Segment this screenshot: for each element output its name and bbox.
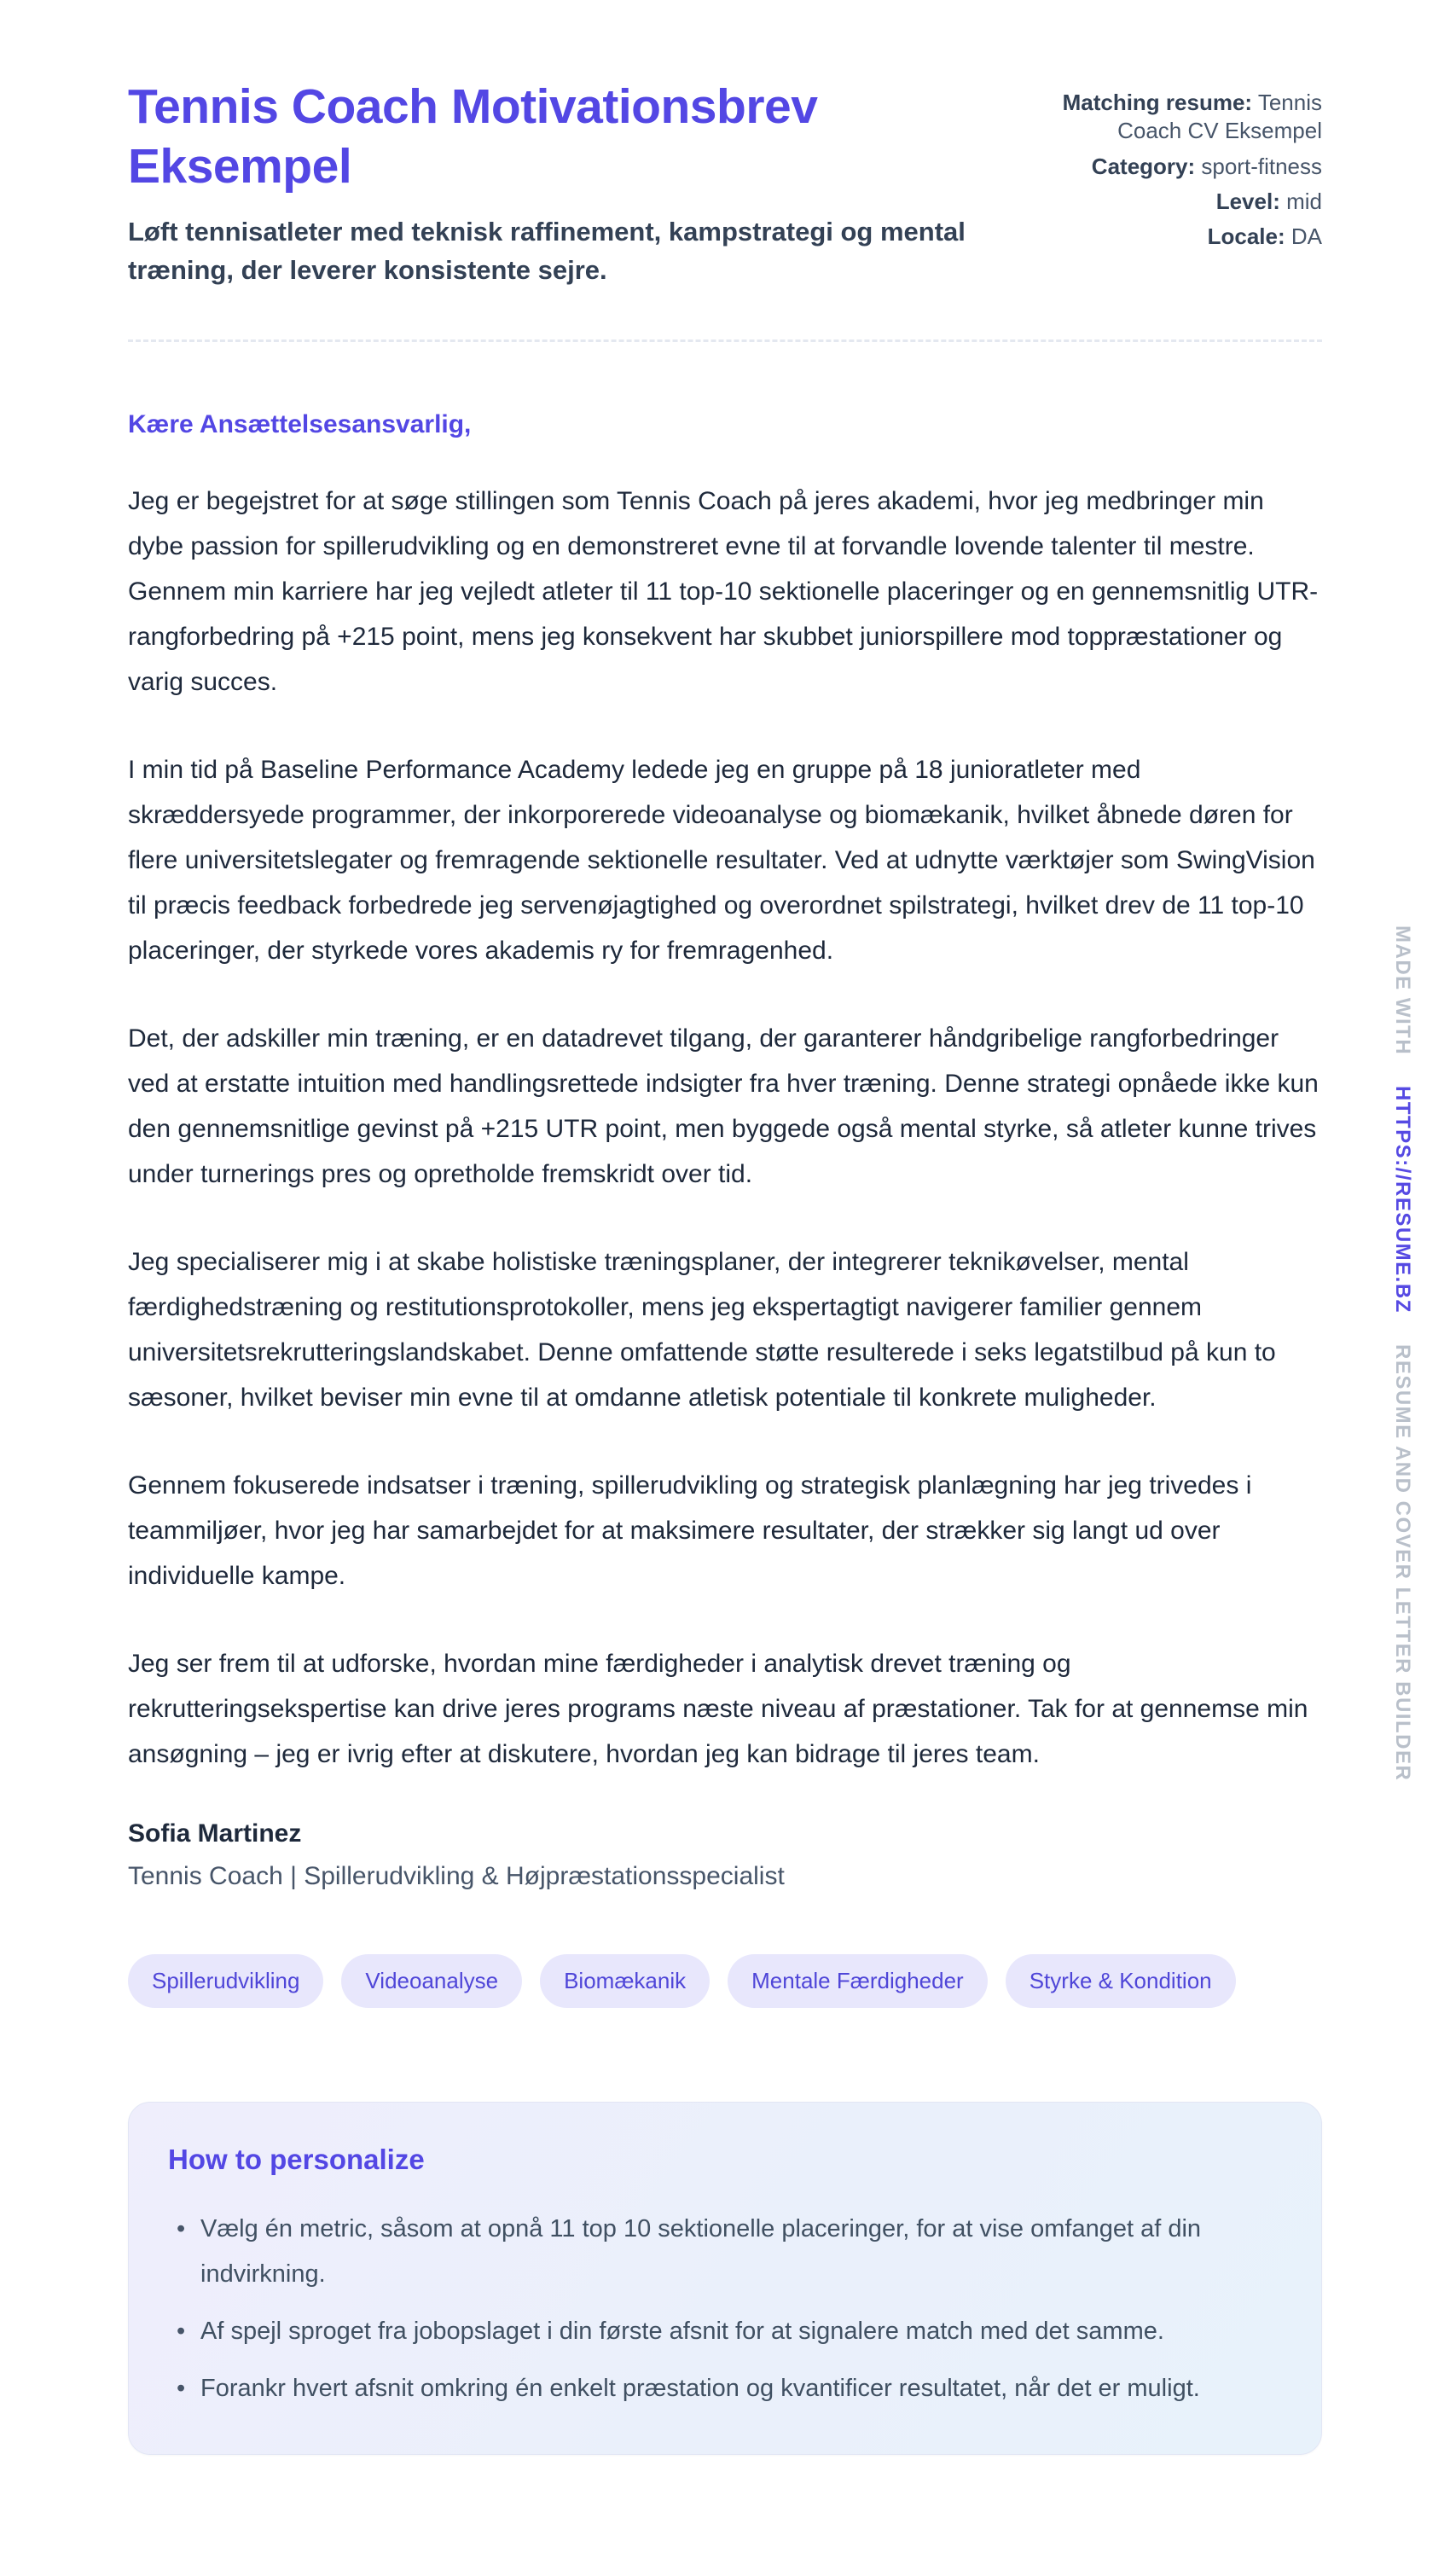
skill-tag: Styrke & Kondition xyxy=(1006,1954,1236,2008)
meta-label: Matching resume: xyxy=(1062,90,1253,115)
letter-paragraph: Det, der adskiller min træning, er en datadrevet tilgang, der garanterer håndgribelige rangforbedringer ved at erstatte intuition med handlingsrettede indsigter fra hver træning. Denne strategi opnåede ikke kun den gennemsnitlige gevinst på +215 UTR point, men byggede også mental styrke, så atleter kunne trives under turnerings pres og opretholde fremskridt over tid. xyxy=(128,1024,1319,1189)
tips-heading: How to personalize xyxy=(168,2144,425,2176)
meta-value: sport-fitness xyxy=(1201,153,1322,179)
cover-letter xyxy=(128,410,1322,1891)
page-title: Tennis Coach Motivationsbrev Eksempel xyxy=(128,79,818,194)
signature-block xyxy=(128,1819,1322,1891)
tips-list xyxy=(168,2207,1282,2411)
header xyxy=(128,77,1322,290)
meta-value: mid xyxy=(1286,188,1322,214)
meta-block xyxy=(1041,77,1322,290)
meta-matching-resume xyxy=(1041,89,1322,146)
letter-paragraph: Jeg ser frem til at udforske, hvordan mine færdigheder i analytisk drevet træning og rekrutteringsekspertise kan drive jeres programs næste niveau af præstationer. Tak for at gennemse min ansøgning – jeg er ivrig efter at diskutere, hvordan jeg kan bidrage til jeres team. xyxy=(128,1650,1308,1769)
letter-greeting: Kære Ansættelsesansvarlig, xyxy=(128,410,472,439)
letter-paragraph: Jeg er begejstret for at søge stillingen som Tennis Coach på jeres akademi, hvor jeg medbringer min dybe passion for spillerudvikling og en demonstreret evne til at forvandle lovende talenter til mestre. Gennem min karriere har jeg vejledt atleter til 11 top-10 sektionelle placeringer og en gennemsnitlig UTR-rangforbedring på +215 point, mens jeg konsekvent har skubbet juniorspillere mod toppræstationer og varig succes. xyxy=(128,487,1319,697)
meta-category xyxy=(1041,153,1322,181)
letter-paragraph: Jeg specialiserer mig i at skabe holistiske træningsplaner, der integrerer teknikøvelser, mental færdighedstræning og restitutionsprotokoller, mens jeg ekspertagtigt navigerer familier gennem universitetsrekrutteringslandskabet. Denne omfattende støtte resulterede i seks legatstilbud på kun to sæsoner, hvilket beviser min evne til at omdanne atletisk potentiale til konkrete muligheder. xyxy=(128,1248,1276,1413)
letter-paragraph: I min tid på Baseline Performance Academy ledede jeg en gruppe på 18 junioratleter med skræddersyede programmer, der inkorporerede videoanalyse og biomækanik, hvilket åbnede døren for flere universitetslegater og fremragende sektionelle resultater. Ved at udnytte værktøjer som SwingVision til præcis feedback forbedrede jeg servenøjagtighed og overordnet spilstrategi, hvilket drev de 11 top-10 placeringer, der styrkede vores akademis ry for fremragenhed. xyxy=(128,756,1315,966)
meta-label: Locale: xyxy=(1207,223,1285,250)
header-divider xyxy=(128,339,1322,342)
tip-item: • Af spejl sproget fra jobopslaget i din første afsnit for at signalere match med det samme. xyxy=(168,2309,1277,2354)
skill-tag: Videoanalyse xyxy=(341,1954,522,2008)
tip-item: • Forankr hvert afsnit omkring én enkelt præstation og kvantificer resultatet, når det er muligt. xyxy=(168,2366,1277,2411)
page-subtitle: Løft tennisatleter med teknisk raffinement, kampstrategi og mental træning, der leverer konsistente sejre. xyxy=(128,217,966,286)
meta-locale xyxy=(1041,223,1322,251)
meta-label: Category: xyxy=(1091,153,1196,179)
title-block xyxy=(128,77,989,290)
skill-tags xyxy=(128,1954,1322,2008)
watermark-resume-bz-link[interactable]: HTTPS://RESUME.BZ xyxy=(1391,1086,1414,1314)
meta-value: Tennis Coach CV Eksempel xyxy=(1117,90,1322,144)
how-to-personalize-box xyxy=(128,2102,1322,2455)
made-with-watermark xyxy=(1390,925,1414,1782)
meta-label: Level: xyxy=(1215,188,1280,214)
meta-level xyxy=(1041,188,1322,216)
tip-item: • Vælg én metric, såsom at opnå 11 top 10 sektionelle placeringer, for at vise omfanget af din indvirkning. xyxy=(168,2207,1277,2297)
skill-tag: Spillerudvikling xyxy=(128,1954,323,2008)
signature-role: Tennis Coach | Spillerudvikling & Højpræstationsspecialist xyxy=(128,1862,785,1891)
signature-name: Sofia Martinez xyxy=(128,1819,302,1848)
letter-paragraph: Gennem fokuserede indsatser i træning, spillerudvikling og strategisk planlægning har jeg trivedes i teammiljøer, hvor jeg har samarbejdet for at maksimere resultater, der strækker sig langt ud over individuelle kampe. xyxy=(128,1471,1252,1591)
skill-tag: Biomækanik xyxy=(540,1954,710,2008)
meta-value: DA xyxy=(1290,223,1322,250)
watermark-builder-text: RESUME AND COVER LETTER BUILDER xyxy=(1391,1344,1414,1782)
watermark-made-with: MADE WITH xyxy=(1391,925,1414,1056)
skill-tag: Mentale Færdigheder xyxy=(728,1954,988,2008)
